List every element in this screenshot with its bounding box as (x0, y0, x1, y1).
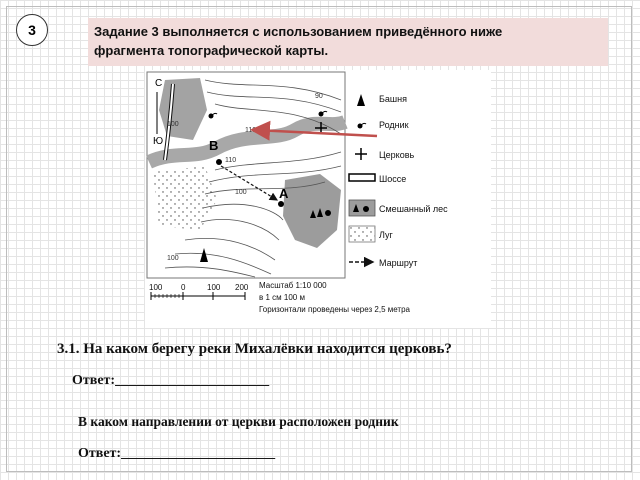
point-b-label: В (209, 138, 219, 153)
scale-bar (149, 281, 411, 314)
map-legend (349, 94, 448, 268)
contour-label: 100 (167, 255, 179, 262)
contour-label: 90 (315, 93, 323, 100)
task-header-line1: Задание 3 выполняется с использованием приведённого ниже (94, 24, 503, 39)
legend-item-tower (357, 94, 407, 106)
scale-text-line1: Масштаб 1:10 000 (259, 281, 327, 290)
compass-south-label: Ю (153, 136, 164, 147)
legend-label: Маршрут (379, 258, 418, 268)
legend-label: Луг (379, 230, 393, 240)
legend-item-route (349, 258, 417, 268)
mixed-forest-icon (349, 200, 375, 216)
contour-label: 110 (245, 127, 257, 134)
topographic-map-svg (145, 70, 491, 328)
question-1: 3.1. На каком берегу реки Михалёвки находится церковь? (57, 341, 452, 357)
church-icon (355, 148, 367, 160)
legend-item-church (355, 148, 414, 160)
answer-2-field[interactable]: Ответ:______________________ (78, 446, 276, 461)
compass-north-label: С (155, 78, 163, 89)
scale-tick-label: 100 (207, 283, 221, 292)
legend-label: Смешанный лес (379, 204, 448, 214)
contour-label: 100 (235, 189, 247, 196)
tower-icon (357, 94, 365, 106)
question-2: В каком направлении от церкви расположен родник (78, 414, 399, 429)
highway-icon (349, 174, 375, 181)
legend-label: Башня (379, 94, 407, 104)
meadow-icon (349, 226, 375, 242)
task-header (88, 18, 608, 66)
legend-item-mixed-forest (349, 200, 448, 216)
answer-1-field[interactable]: Ответ:______________________ (72, 373, 270, 388)
scale-text-line3: Горизонтали проведены через 2,5 метра (259, 305, 410, 314)
point-b-marker (216, 159, 222, 165)
legend-label: Родник (379, 120, 409, 130)
scale-tick-label: 0 (181, 283, 186, 292)
scale-tick-label: 200 (235, 283, 249, 292)
topographic-map-figure (145, 70, 491, 328)
scale-text-line2: в 1 см 100 м (259, 293, 305, 302)
legend-label: Шоссе (379, 174, 407, 184)
point-a-marker (278, 201, 284, 207)
legend-item-highway (349, 174, 406, 184)
legend-label: Церковь (379, 150, 415, 160)
contour-label: 100 (167, 121, 179, 128)
scale-tick-label: 100 (149, 283, 163, 292)
legend-item-meadow (349, 226, 394, 242)
contour-label: 110 (225, 157, 237, 164)
task-number: 3 (28, 22, 36, 38)
task-number-badge (16, 14, 48, 46)
task-header-line2: фрагмента топографической карты. (94, 43, 329, 58)
point-a-label: А (279, 186, 289, 201)
legend-item-spring (358, 120, 409, 130)
